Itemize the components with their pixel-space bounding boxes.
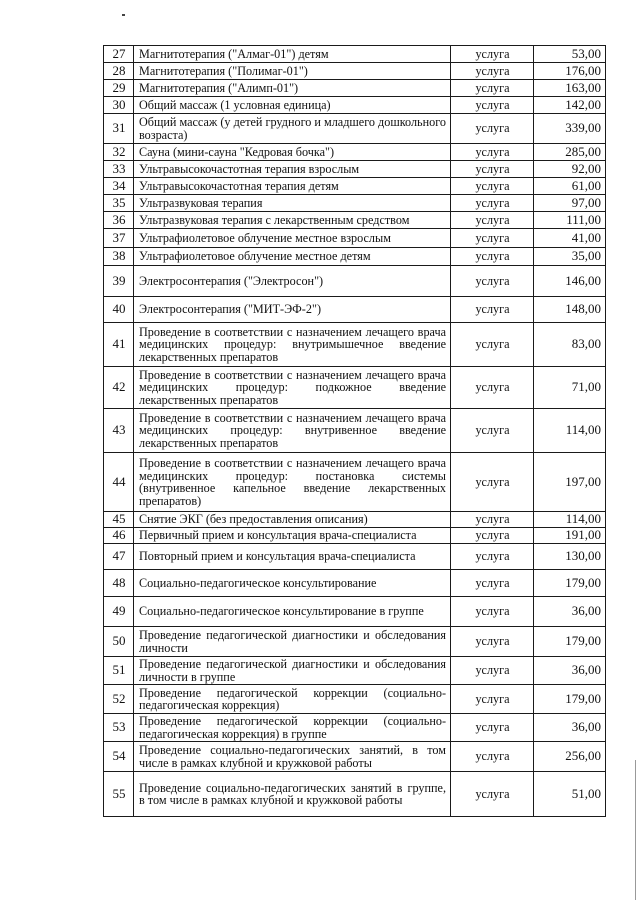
- service-price: 41,00: [534, 229, 606, 248]
- service-price: 142,00: [534, 97, 606, 114]
- table-row: [104, 178, 606, 195]
- table-row: [104, 367, 606, 409]
- row-number: 41: [104, 323, 134, 367]
- service-name: Магнитотерапия ("Полимаг-01"): [134, 63, 451, 80]
- service-unit: услуга: [451, 657, 534, 685]
- service-price: 51,00: [534, 772, 606, 817]
- table-row: [104, 323, 606, 367]
- service-name: Ультрафиолетовое облучение местное детям: [134, 248, 451, 266]
- service-name: Проведение в соответствии с назначением лечащего врача медицинских процедур: внутримышечное введение лекарственных препаратов: [134, 323, 451, 367]
- service-price: 36,00: [534, 597, 606, 627]
- service-name: Электросонтерапия ("МИТ-ЭФ-2"): [134, 297, 451, 323]
- table-row: [104, 229, 606, 248]
- service-unit: услуга: [451, 685, 534, 714]
- service-price: 53,00: [534, 46, 606, 63]
- row-number: 49: [104, 597, 134, 627]
- service-unit: услуга: [451, 409, 534, 453]
- row-number: 28: [104, 63, 134, 80]
- service-price: 191,00: [534, 528, 606, 544]
- service-name: Проведение в соответствии с назначением лечащего врача медицинских процедур: подкожное введение лекарственных препаратов: [134, 367, 451, 409]
- service-unit: услуга: [451, 323, 534, 367]
- service-unit: услуга: [451, 97, 534, 114]
- table-row: [104, 685, 606, 714]
- table-row: [104, 772, 606, 817]
- service-price: 92,00: [534, 161, 606, 178]
- table-row: [104, 453, 606, 512]
- service-unit: услуга: [451, 195, 534, 212]
- scan-edge-line: [635, 760, 636, 900]
- table-row: [104, 80, 606, 97]
- service-unit: услуга: [451, 80, 534, 97]
- scan-speck: [122, 14, 125, 16]
- service-price: 179,00: [534, 685, 606, 714]
- table-row: [104, 248, 606, 266]
- table-row: [104, 297, 606, 323]
- service-price: 71,00: [534, 367, 606, 409]
- service-unit: услуга: [451, 63, 534, 80]
- service-name: Ультравысокочастотная терапия детям: [134, 178, 451, 195]
- service-unit: услуга: [451, 544, 534, 570]
- service-name: Проведение педагогической диагностики и обследования личности: [134, 627, 451, 657]
- table-row: [104, 597, 606, 627]
- service-name: Социально-педагогическое консультирование: [134, 570, 451, 597]
- service-price: 36,00: [534, 714, 606, 742]
- table-row: [104, 512, 606, 528]
- row-number: 51: [104, 657, 134, 685]
- row-number: 36: [104, 212, 134, 229]
- table-row: [104, 528, 606, 544]
- service-unit: услуга: [451, 212, 534, 229]
- service-name: Проведение педагогической коррекции (социально-педагогическая коррекция) в группе: [134, 714, 451, 742]
- row-number: 44: [104, 453, 134, 512]
- service-unit: услуга: [451, 178, 534, 195]
- table-row: [104, 195, 606, 212]
- service-unit: услуга: [451, 114, 534, 144]
- table-row: [104, 212, 606, 229]
- table-row: [104, 409, 606, 453]
- service-name: Проведение педагогической диагностики и обследования личности в группе: [134, 657, 451, 685]
- row-number: 38: [104, 248, 134, 266]
- service-unit: услуга: [451, 570, 534, 597]
- service-price: 179,00: [534, 627, 606, 657]
- service-unit: услуга: [451, 512, 534, 528]
- service-name: Ультрафиолетовое облучение местное взрослым: [134, 229, 451, 248]
- table-row: [104, 627, 606, 657]
- service-price: 148,00: [534, 297, 606, 323]
- service-name: Проведение в соответствии с назначением лечащего врача медицинских процедур: постановка системы (внутривенное капельное введение лекарственных препаратов): [134, 453, 451, 512]
- service-price: 179,00: [534, 570, 606, 597]
- service-name: Ультразвуковая терапия с лекарственным средством: [134, 212, 451, 229]
- service-name: Общий массаж (у детей грудного и младшего дошкольного возраста): [134, 114, 451, 144]
- service-name: Проведение социально-педагогических занятий, в том числе в рамках клубной и кружковой работы: [134, 742, 451, 772]
- service-unit: услуга: [451, 248, 534, 266]
- service-name: Ультравысокочастотная терапия взрослым: [134, 161, 451, 178]
- service-name: Проведение педагогической коррекции (социально-педагогическая коррекция): [134, 685, 451, 714]
- row-number: 40: [104, 297, 134, 323]
- table-row: [104, 46, 606, 63]
- service-name: Проведение в соответствии с назначением лечащего врача медицинских процедур: внутривенное введение лекарственных препаратов: [134, 409, 451, 453]
- service-price: 83,00: [534, 323, 606, 367]
- service-price: 285,00: [534, 144, 606, 161]
- row-number: 52: [104, 685, 134, 714]
- row-number: 31: [104, 114, 134, 144]
- service-price: 176,00: [534, 63, 606, 80]
- table-row: [104, 714, 606, 742]
- service-price: 35,00: [534, 248, 606, 266]
- service-price: 111,00: [534, 212, 606, 229]
- service-unit: услуга: [451, 297, 534, 323]
- service-price: 130,00: [534, 544, 606, 570]
- row-number: 47: [104, 544, 134, 570]
- table-row: [104, 657, 606, 685]
- service-name: Первичный прием и консультация врача-специалиста: [134, 528, 451, 544]
- service-price: 197,00: [534, 453, 606, 512]
- service-price: 97,00: [534, 195, 606, 212]
- row-number: 46: [104, 528, 134, 544]
- table-row: [104, 114, 606, 144]
- service-price: 61,00: [534, 178, 606, 195]
- service-unit: услуга: [451, 367, 534, 409]
- service-unit: услуга: [451, 597, 534, 627]
- table-row: [104, 63, 606, 80]
- service-unit: услуга: [451, 627, 534, 657]
- service-price: 36,00: [534, 657, 606, 685]
- service-unit: услуга: [451, 144, 534, 161]
- services-price-table: [103, 45, 606, 817]
- service-unit: услуга: [451, 229, 534, 248]
- row-number: 34: [104, 178, 134, 195]
- row-number: 37: [104, 229, 134, 248]
- row-number: 33: [104, 161, 134, 178]
- service-name: Магнитотерапия ("Алмаг-01") детям: [134, 46, 451, 63]
- service-name: Электросонтерапия ("Электросон"): [134, 266, 451, 297]
- service-name: Магнитотерапия ("Алимп-01"): [134, 80, 451, 97]
- service-name: Снятие ЭКГ (без предоставления описания): [134, 512, 451, 528]
- service-price: 146,00: [534, 266, 606, 297]
- service-unit: услуга: [451, 266, 534, 297]
- service-name: Социально-педагогическое консультирование в группе: [134, 597, 451, 627]
- service-unit: услуга: [451, 714, 534, 742]
- table-row: [104, 570, 606, 597]
- table-row: [104, 97, 606, 114]
- row-number: 27: [104, 46, 134, 63]
- service-name: Проведение социально-педагогических занятий в группе, в том числе в рамках клубной и кружковой работы: [134, 772, 451, 817]
- service-name: Сауна (мини-сауна "Кедровая бочка"): [134, 144, 451, 161]
- row-number: 48: [104, 570, 134, 597]
- table-row: [104, 544, 606, 570]
- row-number: 39: [104, 266, 134, 297]
- row-number: 55: [104, 772, 134, 817]
- service-unit: услуга: [451, 46, 534, 63]
- service-name: Повторный прием и консультация врача-специалиста: [134, 544, 451, 570]
- service-unit: услуга: [451, 453, 534, 512]
- table-row: [104, 161, 606, 178]
- service-price: 339,00: [534, 114, 606, 144]
- service-name: Ультразвуковая терапия: [134, 195, 451, 212]
- table-row: [104, 266, 606, 297]
- row-number: 32: [104, 144, 134, 161]
- service-unit: услуга: [451, 161, 534, 178]
- table-body: [104, 46, 606, 817]
- table-row: [104, 144, 606, 161]
- row-number: 54: [104, 742, 134, 772]
- service-unit: услуга: [451, 772, 534, 817]
- row-number: 42: [104, 367, 134, 409]
- row-number: 45: [104, 512, 134, 528]
- service-price: 163,00: [534, 80, 606, 97]
- table-row: [104, 742, 606, 772]
- row-number: 43: [104, 409, 134, 453]
- row-number: 50: [104, 627, 134, 657]
- row-number: 29: [104, 80, 134, 97]
- service-name: Общий массаж (1 условная единица): [134, 97, 451, 114]
- service-price: 256,00: [534, 742, 606, 772]
- row-number: 53: [104, 714, 134, 742]
- service-unit: услуга: [451, 742, 534, 772]
- service-price: 114,00: [534, 409, 606, 453]
- row-number: 30: [104, 97, 134, 114]
- row-number: 35: [104, 195, 134, 212]
- service-unit: услуга: [451, 528, 534, 544]
- service-price: 114,00: [534, 512, 606, 528]
